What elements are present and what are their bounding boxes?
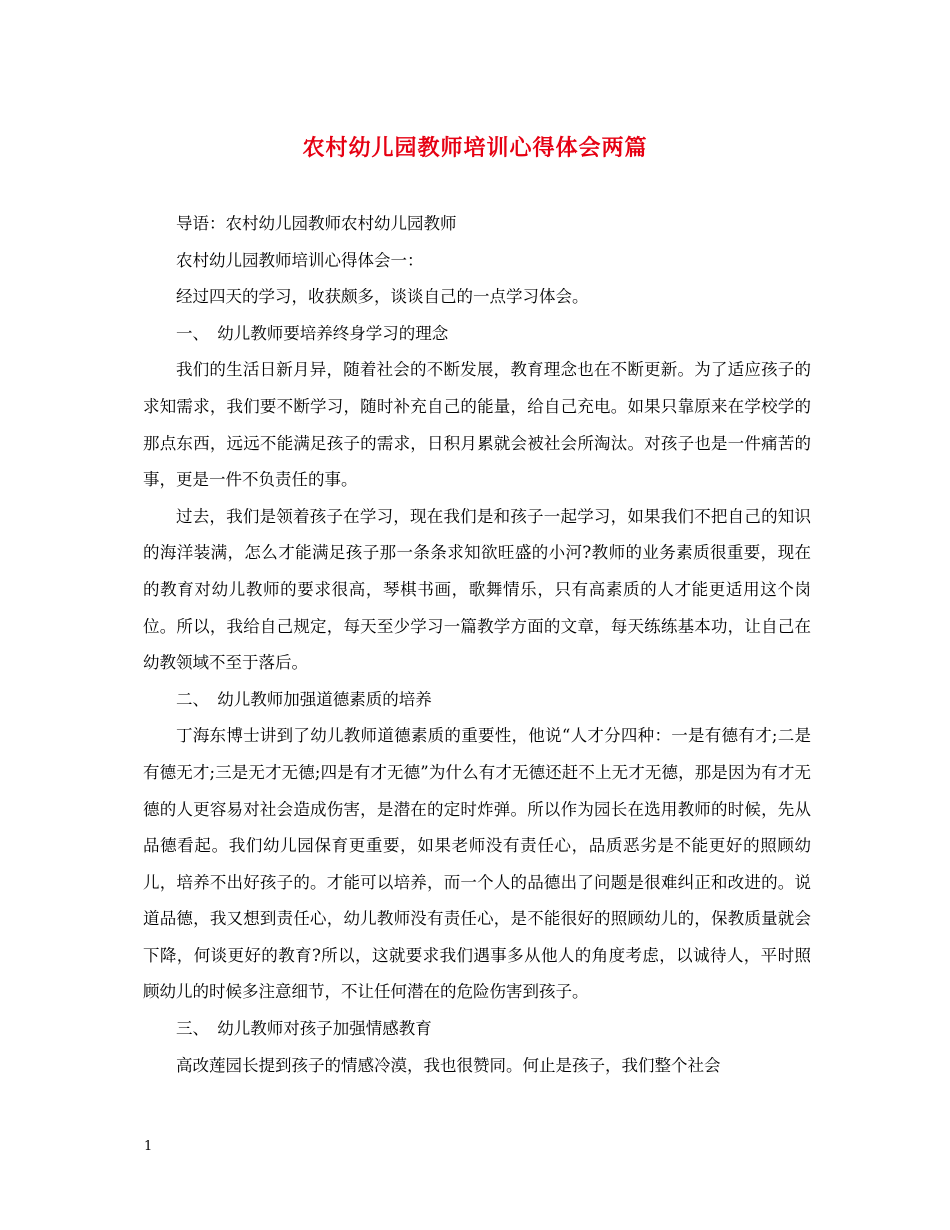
page-number: 1 (144, 1139, 153, 1154)
intro-paragraph: 导语：农村幼儿园教师农村幼儿园教师 (176, 214, 457, 233)
section-heading: 三、 幼儿教师对孩子加强情感教育 (176, 1019, 432, 1039)
section-heading: 农村幼儿园教师培训心得体会一： (176, 250, 424, 270)
body-paragraph: 经过四天的学习，收获颇多，谈谈自己的一点学习体会。 (176, 287, 589, 307)
body-paragraph: 过去，我们是领着孩子在学习，现在我们是和孩子一起学习，如果我们不把自己的知识的海洋装满，怎么才能满足孩子那一条条求知欲旺盛的小河?教师的业务素质很重要，现在的教育对幼儿教师的要求很高，琴棋书画，歌舞情乐，只有高素质的人才能更适用这个岗位。所以，我给自己规定，每天至少学习一篇教学方面的文章，每天练练基本功，让自己在幼教领域不至于落后。 (143, 506, 811, 673)
document-title: 农村幼儿园教师培训心得体会两篇 (302, 135, 648, 161)
body-paragraph: 我们的生活日新月异，随着社会的不断发展，教育理念也在不断更新。为了适应孩子的求知需求，我们要不断学习，随时补充自己的能量，给自己充电。如果只靠原来在学校学的那点东西，远远不能满足孩子的需求，日积月累就会被社会所淘汰。对孩子也是一件痛苦的事，更是一件不负责任的事。 (143, 360, 811, 490)
body-paragraph: 高改莲园长提到孩子的情感冷漠，我也很赞同。何止是孩子，我们整个社会 (176, 1055, 721, 1075)
section-heading: 二、 幼儿教师加强道德素质的培养 (176, 689, 432, 709)
body-paragraph: 丁海东博士讲到了幼儿教师道德素质的重要性，他说“人才分四种：一是有德有才;二是有德无才;三是无才无德;四是有才无德”为什么有才无德还赶不上无才无德，那是因为有才无德的人更容易对社会造成伤害，是潜在的定时炸弹。所以作为园长在选用教师的时候，先从品德看起。我们幼儿园保育更重要，如果老师没有责任心，品质恶劣是不能更好的照顾幼儿，培养不出好孩子的。才能可以培养，而一个人的品德出了问题是很难纠正和改进的。说道品德，我又想到责任心，幼儿教师没有责任心，是不能很好的照顾幼儿的，保教质量就会下降，何谈更好的教育?所以，这就要求我们遇事多从他人的角度考虑，以诚待人，平时照顾幼儿的时候多注意细节，不让任何潜在的危险伤害到孩子。 (143, 726, 811, 1002)
section-heading: 一、 幼儿教师要培养终身学习的理念 (176, 323, 449, 343)
document-body (143, 206, 811, 1084)
